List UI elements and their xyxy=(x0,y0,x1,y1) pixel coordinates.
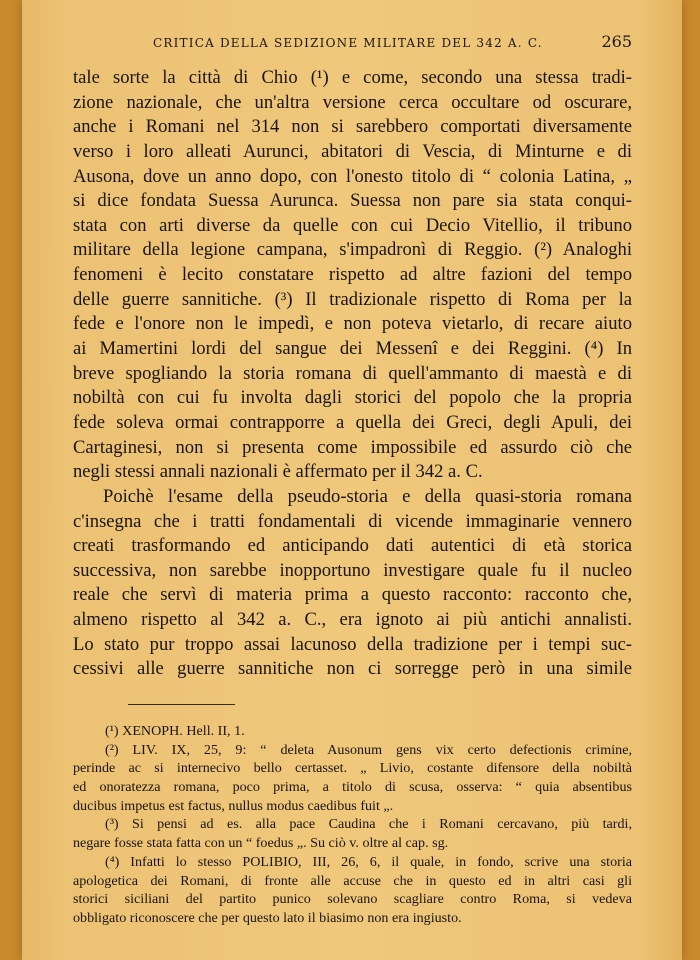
footnote-line: obbligato riconoscere che per questo lato il biasimo non era ingiusto. xyxy=(73,909,462,926)
text-line: c'insegna che i tratti fondamentali di vicende immaginarie vennero xyxy=(73,510,632,532)
footnote-line: ed onoratezza romana, poco prima, a titolo di scusa, osserva: “ quia absentibus xyxy=(73,779,632,796)
footnotes xyxy=(73,722,632,928)
text-line: anche i Romani nel 314 non si sarebbero comportati diversamente xyxy=(73,116,632,138)
footnote-2: (²) LIV. IX, 25, 9: “ deleta Ausonum gens vix certo defectionis crimine, xyxy=(105,741,632,758)
text-line: successiva, non sarebbe inopportuno investigare quale fu il nucleo xyxy=(73,559,632,581)
footnote-line: negare fosse stata fatta con un “ foedus „. Su ciò v. oltre al cap. sg. xyxy=(73,835,449,852)
footnote-line: ducibus impetus est factus, nullus modus caedibus fuit „. xyxy=(73,797,394,814)
footnote-1: (¹) XENOPH. Hell. II, 1. xyxy=(105,723,245,739)
text-line: zione nazionale, che un'altra versione cerca occultare od oscurare, xyxy=(73,91,632,113)
text-line: fede e l'onore non le impedì, e non poteva vietarlo, di recare aiuto xyxy=(73,313,632,335)
text-line: nobiltà con cui fu involta dagli storici del popolo che la propria xyxy=(73,387,632,409)
text-line: Cartaginesi, non si presenta come impossibile ed assurdo ciò che xyxy=(73,436,632,458)
footnote-3: (³) Si pensi ad es. alla pace Caudina che i Romani cercavano, più tardi, xyxy=(105,816,632,833)
page-header xyxy=(22,32,632,56)
text-line: Lo stato pur troppo assai lacunoso della tradizione per i tempi suc- xyxy=(73,633,632,655)
footnote-divider xyxy=(128,704,235,705)
running-title: CRITICA DELLA SEDIZIONE MILITARE DEL 342 A. C. xyxy=(153,36,543,50)
text-line: stata con arti diverse da quelle con cui Decio Vitellio, il tribuno xyxy=(73,214,632,236)
footnote-4: (⁴) Infatti lo stesso POLIBIO, III, 26, 6, il quale, in fondo, scrive una storia xyxy=(105,853,632,870)
text-line: creati trasformando ed anticipando dati autentici di età storica xyxy=(73,535,632,557)
text-line: verso i loro alleati Aurunci, abitatori di Vescia, di Minturne e di xyxy=(73,140,632,162)
text-line: negli stessi annali nazionali è affermato per il 342 a. C. xyxy=(73,461,483,483)
page-number: 265 xyxy=(601,32,632,51)
text-line: fenomeni è lecito constatare rispetto ad altre fazioni del tempo xyxy=(73,264,632,286)
text-line: almeno rispetto al 342 a. C., era ignoto ai più antichi annalisti. xyxy=(73,609,632,631)
footnote-line: perinde ac si internecivo bello certasset. „ Livio, costante difensore della nobiltà xyxy=(73,760,632,777)
text-line: si dice fondata Suessa Aurunca. Suessa non pare sia stata conqui- xyxy=(73,190,632,212)
paragraph-start-line: Poichè l'esame della pseudo-storia e della quasi-storia romana xyxy=(103,485,632,507)
footnote-line: apologetica dei Romani, di fronte alle accuse che in questo ed in altri casi gli xyxy=(73,872,632,889)
text-line: tale sorte la città di Chio (¹) e come, secondo una stessa tradi- xyxy=(73,67,632,88)
footnote-line: storici siciliani del partito punico solevano scagliare contro Roma, si vedeva xyxy=(73,891,632,908)
text-line: reale che servì di materia prima a questo racconto: racconto che, xyxy=(73,584,632,606)
text-line: cessivi alle guerre sannitiche non ci sorregge però in una simile xyxy=(73,658,632,680)
main-text xyxy=(73,66,632,682)
text-line: militare della legione campana, s'impadronì di Reggio. (²) Analoghi xyxy=(73,239,632,261)
text-line: Ausona, dove un anno dopo, con l'onesto titolo di “ colonia Latina, „ xyxy=(73,165,632,187)
text-line: delle guerre sannitiche. (³) Il tradizionale rispetto di Roma per la xyxy=(73,288,632,310)
text-line: fede soleva ormai contrapporre a quella dei Greci, degli Apuli, dei xyxy=(73,411,632,433)
text-line: breve spogliando la storia romana di quell'ammanto di maestà e di xyxy=(73,362,632,384)
text-line: ai Mamertini lordi del sangue dei Messenî e dei Reggini. (⁴) In xyxy=(73,338,632,360)
book-page xyxy=(22,0,682,960)
